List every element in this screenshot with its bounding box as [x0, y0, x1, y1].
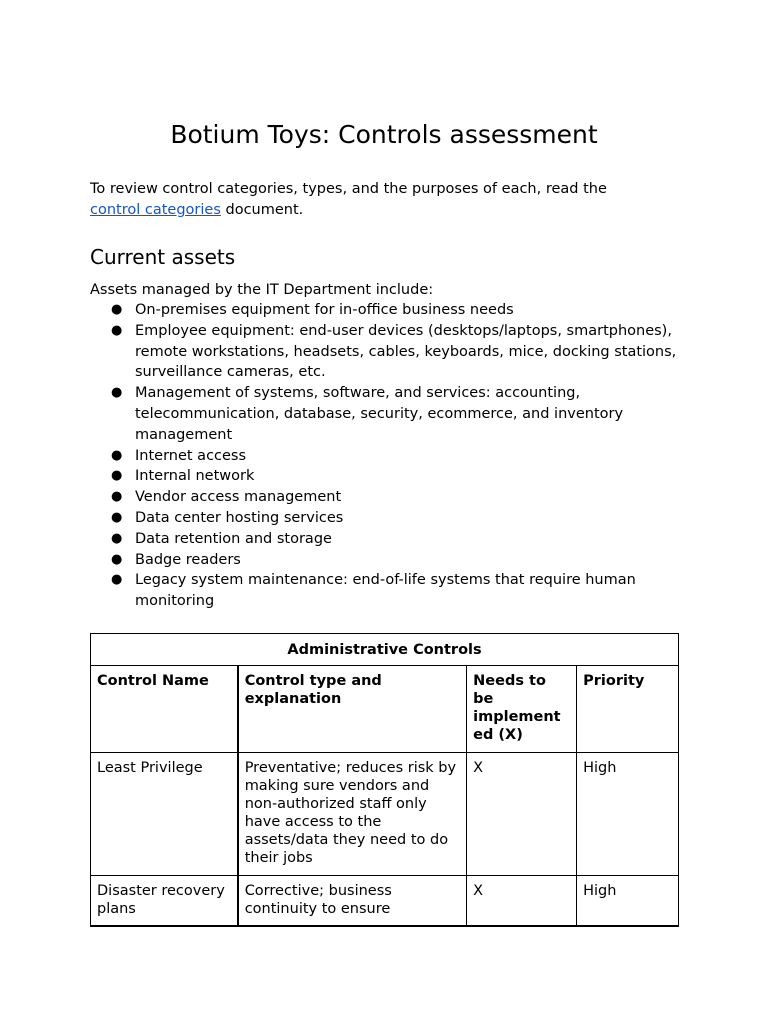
list-item: ● Internet access [90, 446, 680, 467]
column-header-control-name: Control Name [91, 666, 238, 753]
bullet-icon: ● [111, 385, 123, 401]
bullet-icon: ● [111, 322, 123, 338]
cell-control-name: Least Privilege [91, 753, 238, 876]
table-header-row [91, 666, 679, 753]
cell-control-type: Corrective; business continuity to ensure [238, 876, 467, 926]
cell-needs-implemented: X [467, 753, 577, 876]
table-row [91, 753, 679, 876]
page-title: Botium Toys: Controls assessment [170, 120, 598, 149]
list-item: ● Internal network [90, 466, 680, 487]
bullet-icon: ● [111, 447, 123, 463]
list-item: ● Employee equipment: end-user devices (desktops/laptops, smartphones), remote workstations, headsets, cables, keyboards, mice, docking stations, surveillance cameras, etc. [111, 322, 677, 381]
control-categories-link[interactable]: control categories [90, 202, 221, 218]
bullet-icon: ● [111, 572, 123, 588]
intro-text: To review control categories, types, and the purposes of each, read the [90, 181, 607, 197]
bullet-icon: ● [111, 551, 123, 567]
bullet-icon: ● [111, 489, 123, 505]
bullet-icon: ● [111, 302, 123, 317]
bullet-icon: ● [111, 530, 123, 546]
column-header-priority: Priority [577, 666, 679, 753]
cell-needs-implemented: X [467, 876, 577, 926]
list-item: ● Data retention and storage [90, 529, 680, 550]
column-header-needs-implemented: Needs to be implement ed (X) [467, 666, 577, 753]
bullet-icon: ● [111, 468, 123, 484]
column-header-control-type: Control type and explanation [238, 666, 467, 753]
table-caption-row [91, 634, 679, 666]
cell-priority: High [577, 753, 679, 876]
administrative-controls-table [90, 633, 679, 927]
cell-control-name: Disaster recovery plans [91, 876, 238, 926]
list-item: ● Vendor access management [90, 487, 680, 508]
assets-intro: Assets managed by the IT Department include: [90, 282, 434, 298]
cell-control-type: Preventative; reduces risk by making sure vendors and non-authorized staff only have access to the assets/data they need to do their jobs [238, 753, 467, 876]
table-caption: Administrative Controls [91, 634, 679, 666]
list-item: ● Badge readers [90, 550, 680, 571]
bullet-icon: ● [111, 509, 123, 525]
table-row [91, 876, 679, 926]
cell-priority: High [577, 876, 679, 926]
intro-suffix: document. [220, 202, 304, 218]
list-item: ● Management of systems, software, and services: accounting, telecommunication, database, security, ecommerce, and inventory management [111, 385, 624, 443]
list-item: ● Data center hosting services [90, 508, 680, 529]
list-item: ● Legacy system maintenance: end-of-life systems that require human monitoring [111, 572, 636, 610]
asset-list [90, 300, 680, 612]
intro-paragraph [90, 179, 680, 221]
current-assets-heading: Current assets [90, 245, 236, 269]
list-item: ● On-premises equipment for in-office business needs [90, 300, 680, 321]
